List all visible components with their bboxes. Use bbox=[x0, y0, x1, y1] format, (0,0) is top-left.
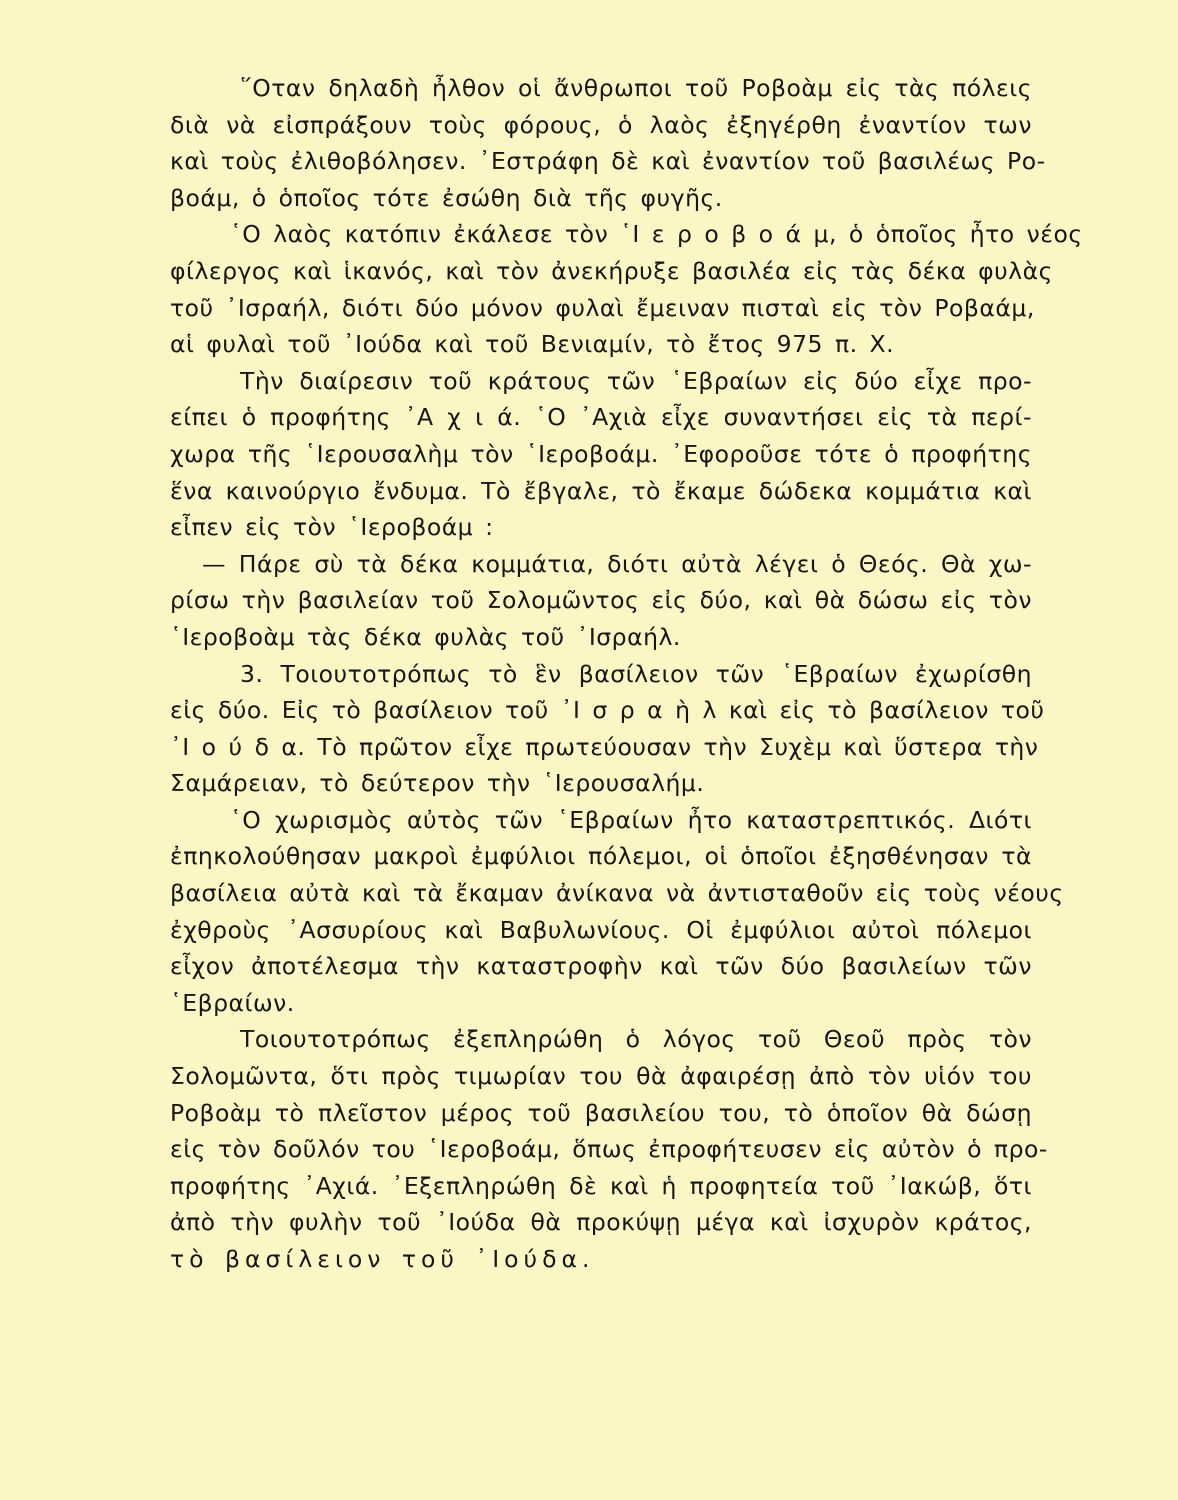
text-line: διὰ νὰ εἰσπράξουν τοὺς φόρους, ὁ λαὸς ἐξηγέρθη ἐναντίον των bbox=[170, 110, 1032, 139]
paragraph-2 bbox=[170, 216, 1083, 362]
text-line: αἱ φυλαὶ τοῦ ᾿Ιούδα καὶ τοῦ Βενιαμίν, τὸ ἔτος 975 π. Χ. bbox=[170, 330, 895, 359]
text-line: ῾Εβραίων. bbox=[170, 988, 295, 1017]
text-line: 3. Τοιουτοτρόπως τὸ ἓν βασίλειον τῶν ῾Εβραίων ἐχωρίσθη bbox=[240, 659, 1032, 688]
text-line: βασίλεια αὐτὰ καὶ τὰ ἔκαμαν ἀνίκανα νὰ ἀντισταθοῦν εἰς τοὺς νέους bbox=[170, 879, 1064, 908]
text-line: Τὴν διαίρεσιν τοῦ κράτους τῶν ῾Εβραίων εἰς δύο εἶχε προ- bbox=[240, 366, 1032, 395]
text-line: εἰς τὸν δοῦλόν του ῾Ιεροβοάμ, ὅπως ἐπροφήτευσεν εἰς αὐτὸν ὁ προ- bbox=[170, 1135, 1048, 1164]
text-line: ἕνα καινούργιο ἔνδυμα. Τὸ ἔβγαλε, τὸ ἔκαμε δώδεκα κομμάτια καὶ bbox=[170, 476, 1032, 505]
text-line: Τοιουτοτρόπως ἐξεπληρώθη ὁ λόγος τοῦ Θεοῦ πρὸς τὸν bbox=[240, 1025, 1032, 1054]
text-line: βοάμ, ὁ ὁποῖος τότε ἐσώθη διὰ τῆς φυγῆς. bbox=[170, 183, 723, 212]
text-line: καὶ τοὺς ἐλιθοβόλησεν. ᾿Εστράφη δὲ καὶ ἐναντίον τοῦ βασιλέως Ρο- bbox=[170, 147, 1046, 176]
text-line: Ροβοὰμ τὸ πλεῖστον μέρος τοῦ βασιλείου του, τὸ ὁποῖον θὰ δώσῃ bbox=[170, 1098, 1032, 1127]
paragraph-7 bbox=[170, 1021, 1048, 1277]
text-line: προφήτης ᾿Αχιά. ᾿Εξεπληρώθη δὲ καὶ ἡ προφητεία τοῦ ᾿Ιακώβ, ὅτι bbox=[170, 1171, 1032, 1200]
paragraph-5 bbox=[170, 656, 1045, 802]
text-line: Σαμάρειαν, τὸ δεύτερον τὴν ῾Ιερουσαλήμ. bbox=[170, 769, 705, 798]
paragraph-1 bbox=[170, 70, 1046, 216]
text-line: τοῦ ᾿Ισραήλ, διότι δύο μόνον φυλαὶ ἔμειναν πισταὶ εἰς τὸν Ροβαάμ, bbox=[170, 293, 1035, 322]
text-line: τὸ βασίλειον τοῦ ᾿Ιούδα. bbox=[170, 1245, 595, 1273]
text-line: ἐχθροὺς ᾿Ασσυρίους καὶ Βαβυλωνίους. Οἱ ἐμφύλιοι αὐτοὶ πόλεμοι bbox=[170, 915, 1032, 944]
text-line: ῾Ο χωρισμὸς αὐτὸς τῶν ῾Εβραίων ἦτο καταστρεπτικός. Διότι bbox=[230, 805, 1032, 834]
text-line: ἀπὸ τὴν φυλὴν τοῦ ᾿Ιούδα θὰ προκύψῃ μέγα καὶ ἰσχυρὸν κράτος, bbox=[170, 1208, 1032, 1237]
text-line: — Πάρε σὺ τὰ δέκα κομμάτια, διότι αὐτὰ λέγει ὁ Θεός. Θὰ χω- bbox=[202, 549, 1032, 578]
text-line: είπει ὁ προφήτης ᾿Α χ ι ά. ῾Ο ᾿Αχιὰ εἶχε συναντήσει εἰς τὰ περί- bbox=[170, 403, 1032, 432]
text-line: ῾Ιεροβοὰμ τὰς δέκα φυλὰς τοῦ ᾿Ισραήλ. bbox=[170, 622, 681, 651]
text-line: χωρα τῆς ῾Ιερουσαλὴμ τὸν ῾Ιεροβοάμ. ᾿Εφοροῦσε τότε ὁ προφήτης bbox=[170, 439, 1032, 468]
page-text bbox=[170, 70, 1083, 1278]
text-line: εἶπεν εἰς τὸν ῾Ιεροβοάμ : bbox=[170, 513, 494, 542]
text-line: εἰς δύο. Εἰς τὸ βασίλειον τοῦ ᾿Ι σ ρ α ὴ λ καὶ εἰς τὸ βασίλειον τοῦ bbox=[170, 696, 1045, 725]
paragraph-6 bbox=[170, 802, 1064, 1022]
paragraph-4-dialogue bbox=[170, 546, 1032, 656]
text-line: φίλεργος καὶ ἱκανός, καὶ τὸν ἀνεκήρυξε βασιλέα εἰς τὰς δέκα φυλὰς bbox=[170, 256, 1053, 285]
text-line: ρίσω τὴν βασιλείαν τοῦ Σολομῶντος εἰς δύο, καὶ θὰ δώσω εἰς τὸν bbox=[170, 586, 1032, 615]
text-line: ἐπηκολούθησαν μακροὶ ἐμφύλιοι πόλεμοι, οἱ ὁποῖοι ἐξησθένησαν τὰ bbox=[170, 842, 1032, 871]
text-line: ῞Οταν δηλαδὴ ἦλθον οἱ ἄνθρωποι τοῦ Ροβοὰμ εἰς τὰς πόλεις bbox=[240, 74, 1032, 102]
text-line: Σολομῶντα, ὅτι πρὸς τιμωρίαν του θὰ ἀφαιρέσῃ ἀπὸ τὸν υἱόν του bbox=[170, 1062, 1032, 1091]
text-line: ῾Ο λαὸς κατόπιν ἐκάλεσε τὸν ῾Ι ε ρ ο β ο ά μ, ὁ ὁποῖος ἦτο νέος bbox=[230, 220, 1083, 249]
text-line: ᾿Ι ο ύ δ α. Τὸ πρῶτον εἶχε πρωτεύουσαν τὴν Συχὲμ καὶ ὕστερα τὴν bbox=[170, 732, 1039, 761]
text-line: εἶχον ἀποτέλεσμα τὴν καταστροφὴν καὶ τῶν δύο βασιλείων τῶν bbox=[170, 952, 1032, 981]
paragraph-3 bbox=[170, 363, 1032, 546]
